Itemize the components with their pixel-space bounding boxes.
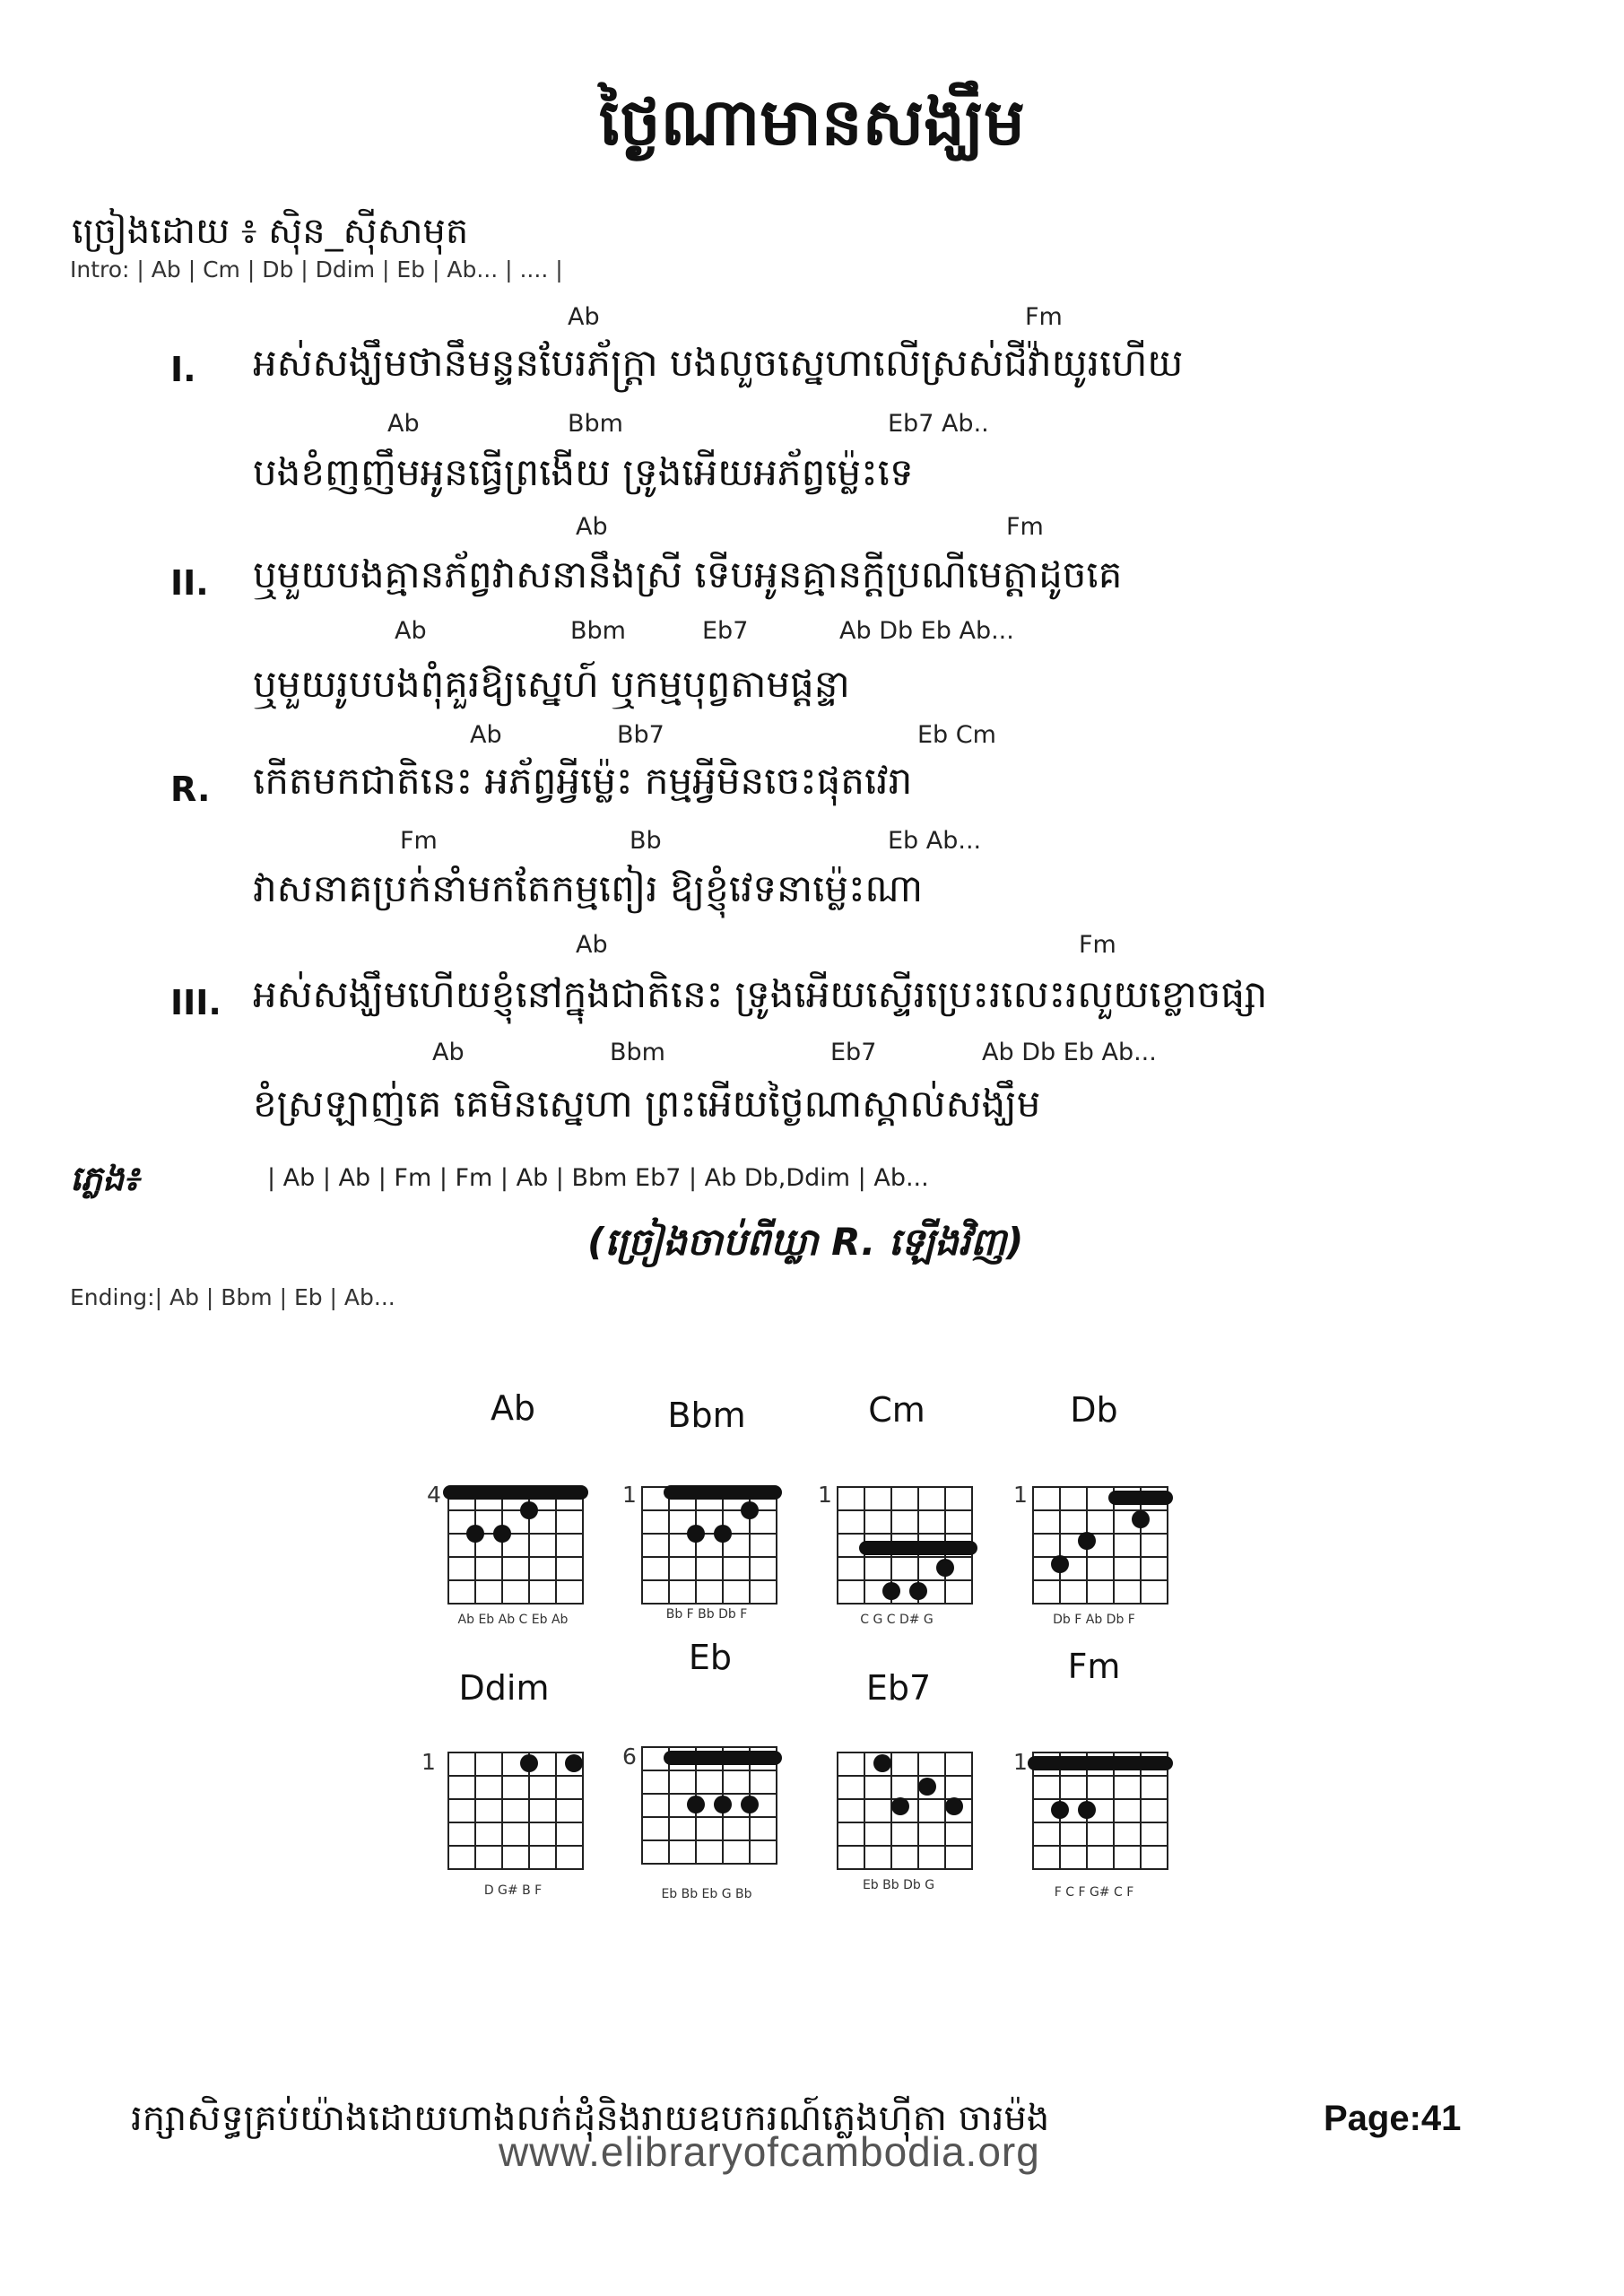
lyric-line: វាសនាគប្រក់នាំមកតែកម្មពៀរ ឱ្យខ្ញុំវេទនាម្ល៉េះណា [253, 866, 924, 910]
chord-diagram-notes: F C F G# C F [1054, 1885, 1134, 1900]
ending-progression: Ending:| Ab | Bbm | Eb | Ab... [70, 1284, 395, 1310]
lyric-line: កើតមកជាតិនេះ អភ័ព្វអ្វីម្ល៉េះ កម្មអ្វីមិនចេះផុតវេរា [253, 759, 913, 803]
chord: Ab [576, 513, 608, 541]
chord: Eb7 Ab.. [888, 410, 989, 438]
chord: Bbm [568, 410, 623, 438]
chord: Bbm [610, 1039, 665, 1066]
chord: Ab [470, 721, 502, 749]
chord: Bb [630, 827, 662, 855]
fret-number: 1 [421, 1749, 436, 1775]
chord-diagram-notes: C G C D# G [860, 1613, 934, 1627]
chord-diagram-name: Bbm [667, 1396, 746, 1435]
chord: Eb Cm [917, 721, 996, 749]
song-title: ថ្ងៃណាមានសង្ឃឹម [599, 84, 1025, 160]
instrumental-label: ភ្លេង៖ [70, 1159, 140, 1198]
chord: Bb7 [617, 721, 664, 749]
chord-diagram-name: Cm [868, 1390, 925, 1430]
chord-diagram-ab [439, 1478, 592, 1613]
chord: Ab [576, 931, 608, 959]
chord-diagram-fm [1024, 1744, 1177, 1878]
chord-diagram-ddim [439, 1744, 592, 1878]
chord-diagram-name: Db [1070, 1390, 1118, 1430]
repeat-note: (ច្រៀងចាប់ពីឃ្លា R. ឡើងវិញ) [587, 1220, 1024, 1264]
verse-numeral: I. [170, 350, 196, 389]
chord: Fm [400, 827, 438, 855]
chord-diagram-bbm [633, 1478, 786, 1613]
chord-diagram-notes: Eb Bb Eb G Bb [661, 1887, 752, 1901]
lyric-line: អស់សង្ឃឹមថានឹមន្ទនបែរភ័ក្រ្ដា បងលួចស្នេហាលើស្រស់ជីវ៉ាយូរហើយ [253, 341, 1184, 385]
chord-diagram-name: Ab [490, 1388, 536, 1428]
chord-diagram-notes: Bb F Bb Db F [665, 1607, 748, 1622]
chord-diagram-db [1024, 1478, 1177, 1613]
chord: Ab [432, 1039, 465, 1066]
fret-number: 4 [427, 1482, 441, 1508]
verse-numeral: R. [170, 770, 211, 809]
fret-number: 1 [818, 1482, 832, 1508]
instrumental-progression: | Ab | Ab | Fm | Fm | Ab | Bbm Eb7 | Ab Db,Ddim | Ab... [267, 1164, 929, 1192]
fret-number: 6 [622, 1744, 637, 1770]
chord-diagram-name: Fm [1067, 1647, 1121, 1686]
chord-diagram-notes: Eb Bb Db G [862, 1878, 935, 1892]
singer-credit: ច្រៀងដោយ ៖ ស៊ិន_ស៊ីសាមុត [72, 211, 469, 252]
lyric-line: ឬមួយរូបបងពុំគួរឱ្យស្នេហ៍ ឬកម្មបុព្វតាមផ្ដន្ទា [253, 662, 850, 706]
chord-diagram-cm [829, 1478, 981, 1613]
chord-diagram-eb [633, 1738, 786, 1873]
chord: Fm [1079, 931, 1116, 959]
verse-numeral: III. [170, 983, 221, 1022]
chord-diagram-notes: D G# B F [483, 1883, 543, 1898]
chord: Ab [395, 617, 427, 645]
chord: Ab Db Eb Ab... [839, 617, 1014, 645]
chord-diagram-eb7 [829, 1744, 981, 1878]
lyric-line: បងខំញញឹមអូនធ្វើព្រងើយ ទ្រូងអើយអភ័ព្វម្ល៉េះទេ [253, 450, 914, 494]
fret-number: 1 [622, 1482, 637, 1508]
chord-diagram-name: Eb [688, 1638, 733, 1677]
chord: Ab Db Eb Ab... [982, 1039, 1157, 1066]
chord: Eb7 [702, 617, 749, 645]
chord-diagram-name: Eb7 [865, 1668, 932, 1708]
chord-diagram-notes: Ab Eb Ab C Eb Ab [457, 1613, 569, 1627]
chord: Fm [1006, 513, 1044, 541]
verse-numeral: II. [170, 563, 209, 603]
fret-number: 1 [1013, 1482, 1028, 1508]
intro-progression: Intro: | Ab | Cm | Db | Ddim | Eb | Ab... | .... | [70, 257, 563, 283]
fret-number: 1 [1013, 1749, 1028, 1775]
chord: Eb7 [830, 1039, 877, 1066]
chord-diagram-notes: Db F Ab Db F [1053, 1613, 1135, 1627]
lyric-line: ខំស្រឡាញ់គេ គេមិនស្នេហា ព្រះអើយថ្ងៃណាស្គាល់សង្ឃឹម [253, 1082, 1041, 1126]
page-number: Page:41 [1324, 2099, 1462, 2138]
chord: Ab [568, 303, 600, 331]
lyric-line: ឬមួយបងគ្មានភ័ព្វវាសនានឹងស្រី ទើបអូនគ្មានក្ដីប្រណីមេត្តាដូចគេ [253, 552, 1123, 596]
chord: Bbm [570, 617, 626, 645]
lyric-line: អស់សង្ឃឹមហើយខ្ញុំនៅក្នុងជាតិនេះ ទ្រូងអើយស្ទើរប្រេះរលេះរលួយខ្លោចផ្សា [253, 972, 1268, 1016]
copyright-footer: រក្សាសិទ្ធគ្រប់យ៉ាងដោយហាងលក់ដុំនិងរាយឧបករណ៍ភ្លេងហ៊ីតា ចារម៉ង [131, 2098, 1050, 2139]
chord-diagram-name: Ddim [458, 1668, 550, 1708]
chord: Fm [1025, 303, 1063, 331]
chord: Ab [387, 410, 420, 438]
watermark: www.elibraryofcambodia.org [499, 2128, 1040, 2175]
chord: Eb Ab... [888, 827, 982, 855]
